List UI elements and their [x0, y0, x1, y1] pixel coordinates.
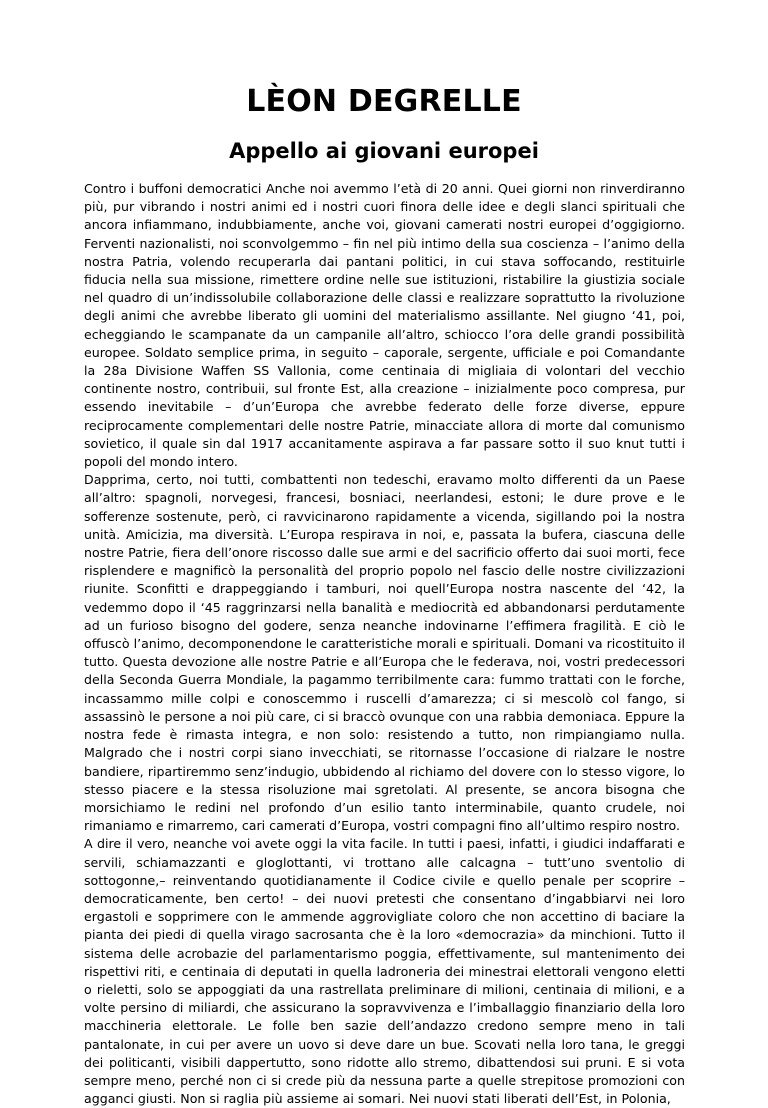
document-title: LÈON DEGRELLE: [246, 84, 522, 119]
paragraph: A dire il vero, neanche voi avete oggi la vita facile. In tutti i paesi, infatti, i giudici indaffarati e servili, schiamazzanti e gloglottanti, vi trottano alle calcagna – tutt’uno sventolio di sottogonne,– reinventando quotidianamente il Codice civile e quello penale per scoprire – democraticamente, ben certo! – dei nuovi pretesti che consentano d’ingabbiarvi nei loro ergastoli e sopprimere con le ammende aggrovigliate coloro che non accettino di baciare la pianta dei piedi di quella virago sacrosanta che è la loro «democrazia» da minchioni. Tutto il sistema delle acrobazie del parlamentarismo poggia, effettivamente, sul mantenimento dei rispettivi riti, e centinaia di deputati in quella ladroneria dei minestrai elettorali vengono eletti o rieletti, solo se appoggiati da una rastrellata preliminare di milioni, centinaia di milioni, e a volte persino di miliardi, che assicurano la sopravvivenza e l’imballaggio finanziario della loro macchineria elettorale. Le folle ben sazie dell’andazzo credono sempre meno in tali pantalonate, in cui per avere un uovo si deve dare un bue. Scovati nella loro tana, le greggi dei politicanti, visibili dappertutto, sono ridotte allo stremo, dibattendosi sui pruni. E si vota sempre meno, perché non ci si crede più da nessuna parte a quelle strepitose promozioni con agganci giusti. Non si raglia più assieme ai somari. Nei nuovi stati liberati dell’Est, in Polonia,: [84, 836, 685, 1107]
document-subtitle: Appello ai giovani europei: [229, 139, 539, 163]
document-body: [84, 180, 685, 1108]
paragraph: Contro i buffoni democratici Anche noi avemmo l’età di 20 anni. Quei giorni non rinverdiranno più, pur vibrando i nostri animi ed i nostri cuori finora delle idee e degli slanci spirituali che ancora infiammano, indubbiamente, anche voi, giovani camerati nostri europei d’oggigiorno. Ferventi nazionalisti, noi sconvolgemmo – fin nel più intimo della sua coscienza – l’animo della nostra Patria, volendo recuperarla dai pantani politici, in cui stava soffocando, restituirle fiducia nella sua missione, rimettere ordine nelle sue istituzioni, ristabilire la giustizia sociale nel quadro di un’indissolubile collaborazione delle classi e realizzare soprattutto la rivoluzione degli animi che avrebbe liberato gli uomini del materialismo assillante. Nel giugno ‘41, poi, echeggiando le scampanate da un campanile all’altro, schiocco l’ora delle grandi possibilità europee. Soldato semplice prima, in seguito – caporale, sergente, ufficiale e poi Comandante la 28a Divisione Waffen SS Vallonia, come centinaia di migliaia di volontari del vecchio continente nostro, contribuii, sul fronte Est, alla creazione – inizialmente poco compresa, pur essendo inevitabile – d’un’Europa che avrebbe federato delle forze diverse, eppure reciprocamente complementari delle nostre Patrie, minacciate allora di morte dal comunismo sovietico, il quale sin dal 1917 accanitamente aspirava a far passare sotto il suo knut tutti i popoli del mondo intero.: [84, 181, 685, 470]
paragraph: Dapprima, certo, noi tutti, combattenti non tedeschi, eravamo molto differenti da un Paese all’altro: spagnoli, norvegesi, francesi, bosniaci, neerlandesi, estoni; le dure prove e le sofferenze sostenute, però, ci ravvicinarono rapidamente a vicenda, sigillando poi la nostra unità. Amicizia, ma diversità. L’Europa respirava in noi, e, passata la bufera, ciascuna delle nostre Patrie, fiera dell’onore riscosso dalle sue armi e del sacrificio offerto dai suoi morti, fece risplendere e magnificò la personalità del proprio popolo nel fascio delle nostre civilizzazioni riunite. Sconfitti e drappeggiando i tamburi, noi quell’Europa nostra nascente del ‘42, la vedemmo dopo il ‘45 raggrinzarsi nella banalità e mediocrità ed abbandonarsi perdutamente ad un furioso bisogno del godere, senza neanche indovinarne l’effimera fragilità. E ciò le offuscò l’animo, decomponendone le caratteristiche morali e spirituali. Domani va ricostituito il tutto. Questa devozione alle nostre Patrie e all’Europa che le federava, noi, vostri predecessori della Seconda Guerra Mondiale, la pagammo terribilmente cara: fummo trattati con le forche, incassammo mille colpi e conoscemmo i ruscelli d’amarezza; ci si mescolò col fango, si assassinò le persone a noi più care, ci si braccò ovunque con una rabbia demoniaca. Eppure la nostra fede è rimasta integra, e non solo: resistendo a tutto, non rimpiangiamo nulla. Malgrado che i nostri corpi siano invecchiati, se ritornasse l’occasione di rialzare le nostre bandiere, ripartiremmo senz’indugio, ubbidendo al richiamo del dovere con lo stesso vigore, lo stesso piacere e la stessa risoluzione mai sgretolati. Al presente, se ancora bisogna che morsichiamo le redini nel profondo d’un esilio tanto interminabile, quanto crudele, noi rimaniamo e rimarremo, cari camerati d’Europa, vostri compagni fino all’ultimo respiro nostro.: [84, 472, 685, 834]
